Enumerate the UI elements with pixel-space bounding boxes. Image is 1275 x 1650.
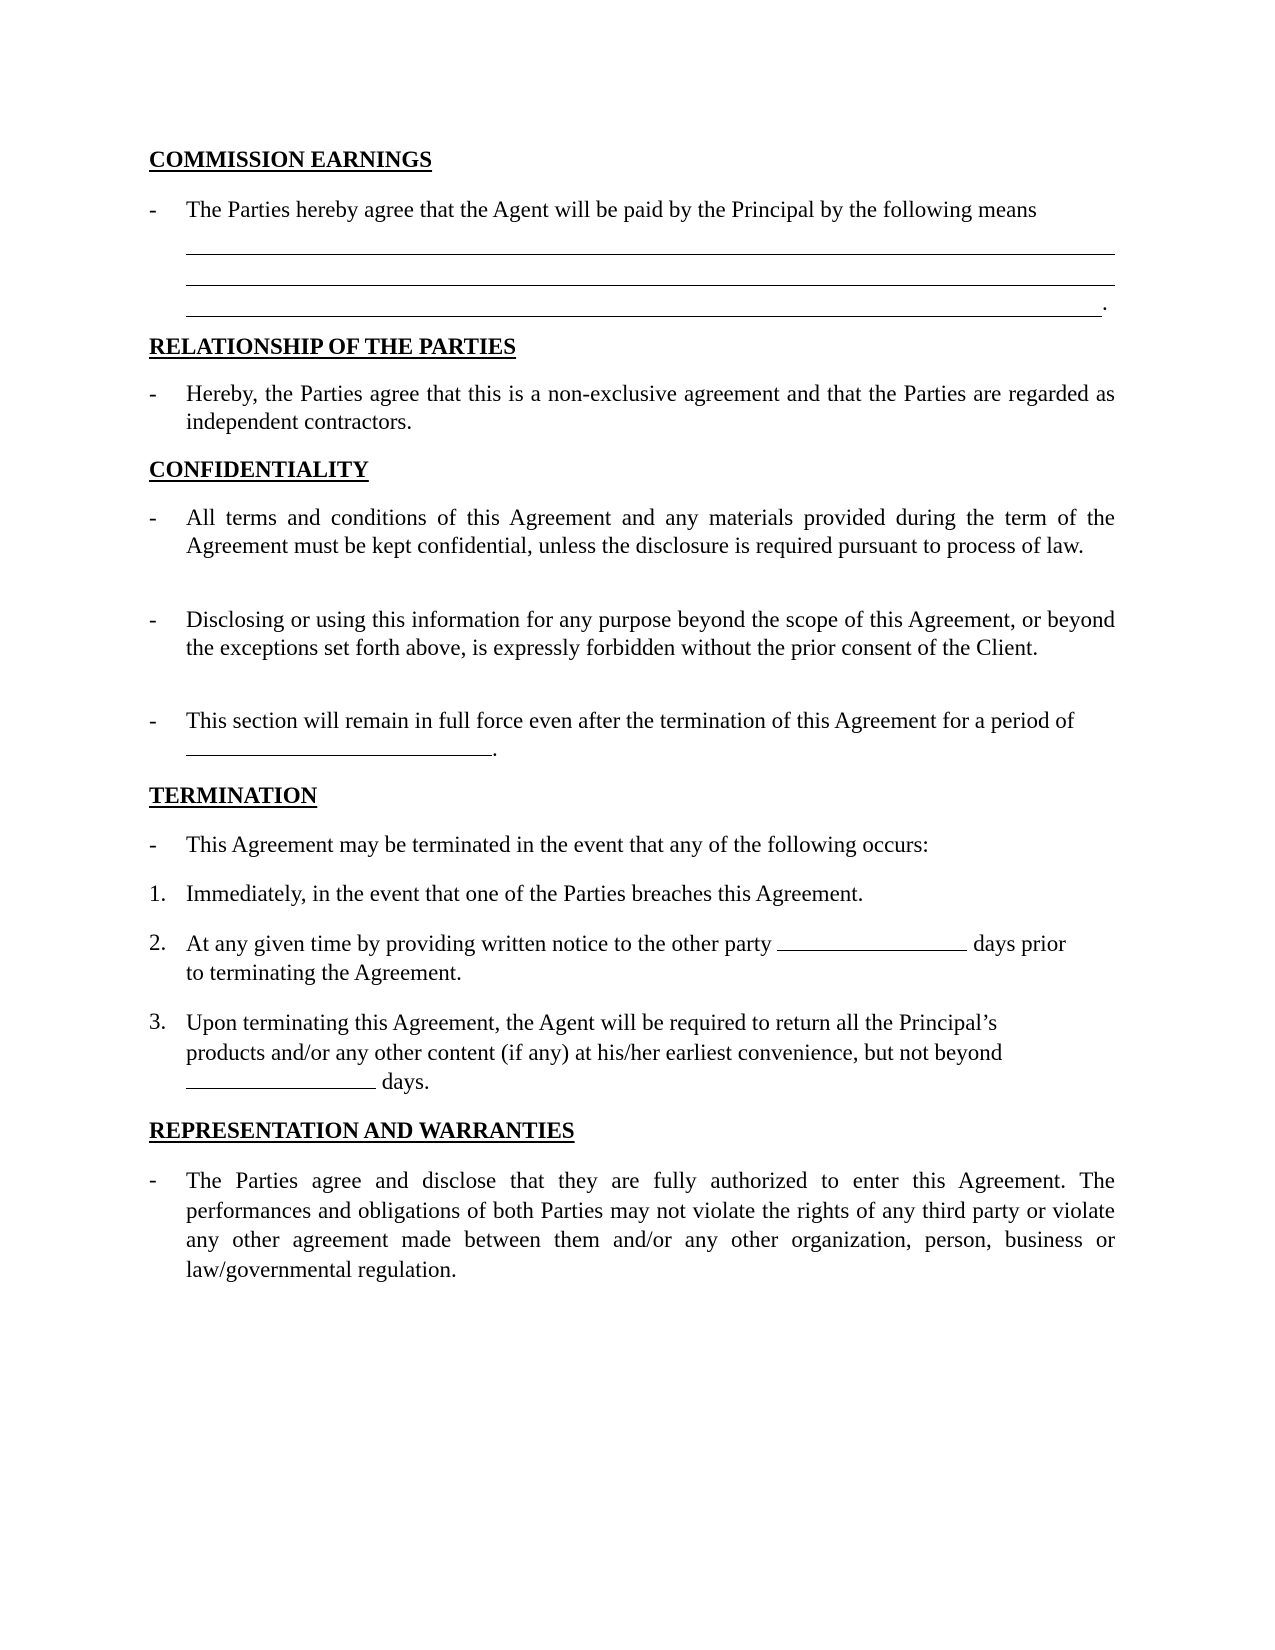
commission-blank-line-1[interactable] <box>186 230 1115 255</box>
termination-intro-text: This Agreement may be terminated in the event that any of the following occurs: <box>186 832 929 857</box>
bullet-marker: - <box>149 708 157 733</box>
representation-item-1 <box>149 1166 1115 1284</box>
bullet-marker: - <box>149 1167 157 1192</box>
notice-days-blank[interactable] <box>777 930 967 951</box>
commission-end-period: . <box>1102 290 1108 315</box>
section-heading-termination: TERMINATION <box>149 783 318 808</box>
relationship-text: Hereby, the Parties agree that this is a non-exclusive agreement and that the Parties are regarded as independent contractors. <box>186 381 1115 434</box>
termination-item-intro <box>149 831 1115 859</box>
bullet-marker: - <box>149 832 157 857</box>
termination-paragraph-3 <box>186 1008 1066 1097</box>
return-days-blank[interactable] <box>186 1068 376 1089</box>
section-heading-representation: REPRESENTATION AND WARRANTIES <box>149 1118 575 1143</box>
relationship-item-1 <box>149 380 1115 436</box>
confidentiality-end-period: . <box>492 736 498 761</box>
termination-item-1 <box>149 880 1115 908</box>
confidentiality-item-1 <box>149 504 1115 560</box>
list-number: 2. <box>149 930 167 955</box>
termination-text-2-before: At any given time by providing written notice to the other party <box>186 931 772 956</box>
section-heading-commission-earnings: COMMISSION EARNINGS <box>149 147 433 172</box>
confidentiality-item-2 <box>149 606 1115 662</box>
confidentiality-period-blank[interactable] <box>186 735 492 756</box>
section-heading-relationship: RELATIONSHIP OF THE PARTIES <box>149 334 517 359</box>
confidentiality-paragraph-3 <box>186 707 1115 763</box>
commission-blank-line-2[interactable] <box>186 261 1115 286</box>
confidentiality-item-3 <box>149 707 1115 763</box>
list-number: 3. <box>149 1009 167 1034</box>
commission-text: The Parties hereby agree that the Agent will be paid by the Principal by the following means <box>186 197 1037 222</box>
list-number: 1. <box>149 881 167 906</box>
representation-text: The Parties agree and disclose that they are fully authorized to enter this Agreement. The performances and obligations of both Parties may not violate the rights of any third party or violate any other agreement made between them and/or any other organization, person, business or law/governmental regulation. <box>186 1168 1115 1282</box>
termination-text-3-after: days. <box>381 1069 430 1094</box>
bullet-marker: - <box>149 505 157 530</box>
commission-paragraph <box>186 196 1115 317</box>
confidentiality-text-1: All terms and conditions of this Agreement and any materials provided during the term of the Agreement must be kept confidential, unless the disclosure is required pursuant to process of law. <box>186 505 1115 558</box>
termination-text-2-after: days prior to terminating the Agreement. <box>186 931 1066 985</box>
termination-text-3: Upon terminating this Agreement, the Agent will be required to return all the Principal’s products and/or any other content (if any) at his/her earliest convenience, but not beyond <box>186 1010 1003 1065</box>
bullet-marker: - <box>149 197 157 222</box>
bullet-marker: - <box>149 381 157 406</box>
commission-blank-line-3[interactable] <box>186 292 1102 317</box>
bullet-marker: - <box>149 607 157 632</box>
termination-item-2 <box>149 929 1115 987</box>
section-heading-confidentiality: CONFIDENTIALITY <box>149 457 369 482</box>
termination-paragraph-2 <box>186 929 1066 987</box>
confidentiality-text-2: Disclosing or using this information for any purpose beyond the scope of this Agreement, or beyond the exceptions set forth above, is expressly forbidden without the prior consent of the Client. <box>186 607 1115 660</box>
confidentiality-text-3: This section will remain in full force even after the termination of this Agreement for a period of <box>186 708 1075 733</box>
commission-item-1 <box>149 196 1115 317</box>
termination-item-3 <box>149 1008 1115 1097</box>
termination-text-1: Immediately, in the event that one of the Parties breaches this Agreement. <box>186 881 864 906</box>
